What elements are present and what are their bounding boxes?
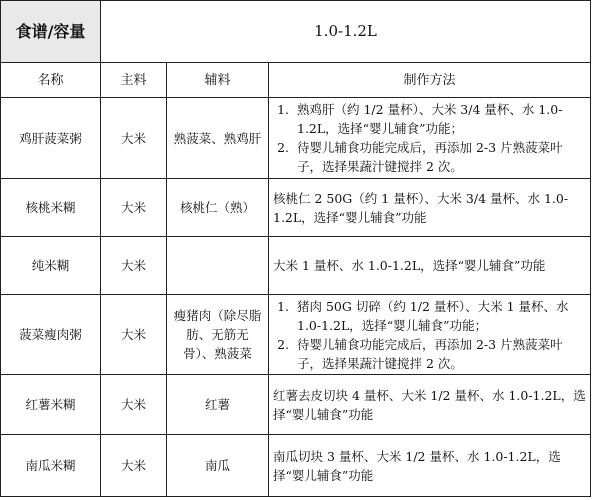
col-aux-header: 辅料: [167, 63, 269, 98]
main-ingredient: 大米: [101, 375, 167, 435]
aux-ingredient: [167, 237, 269, 295]
aux-ingredient: 核桃仁（熟）: [167, 179, 269, 237]
method-step: 2. 待婴儿辅食功能完成后，再添加 2-3 片熟菠菜叶子，选择果蔬汁键搅拌 2 次。: [293, 335, 586, 373]
method-step: 1. 猪肉 50G 切碎（约 1/2 量杯）、大米 1 量杯、水 1.0-1.2L，选择“婴儿辅食”功能；: [293, 297, 586, 335]
table-row: [1, 237, 591, 295]
col-main-header: 主料: [101, 63, 167, 98]
aux-ingredient: 红薯: [167, 375, 269, 435]
main-ingredient: 大米: [101, 237, 167, 295]
col-method-header: 制作方法: [269, 63, 591, 98]
method-text: 南瓜切块 3 量杯、大米 1/2 量杯、水 1.0-1.2L，选择“婴儿辅食”功能: [269, 435, 591, 497]
recipe-name: 鸡肝菠菜粥: [1, 98, 101, 179]
recipe-name: 南瓜米糊: [1, 435, 101, 497]
header-label: 食谱/容量: [1, 1, 101, 63]
method-step: 1. 熟鸡肝（约 1/2 量杯）、大米 3/4 量杯、水 1.0-1.2L，选择“婴儿辅食”功能；: [293, 100, 586, 138]
aux-ingredient: 南瓜: [167, 435, 269, 497]
main-ingredient: 大米: [101, 98, 167, 179]
method-steps: [273, 100, 586, 176]
method-text: 核桃仁 2 50G（约 1 量杯）、大米 3/4 量杯、水 1.0-1.2L，选择“婴儿辅食”功能: [269, 179, 591, 237]
method-text: 红薯去皮切块 4 量杯、大米 1/2 量杯、水 1.0-1.2L，选择“婴儿辅食”功能: [269, 375, 591, 435]
method-cell: [269, 295, 591, 375]
column-header-row: [1, 63, 591, 98]
recipe-name: 菠菜瘦肉粥: [1, 295, 101, 375]
table-row: [1, 435, 591, 497]
aux-ingredient: 熟菠菜、熟鸡肝: [167, 98, 269, 179]
table-row: [1, 375, 591, 435]
method-steps: [273, 297, 586, 373]
capacity-value: 1.0-1.2L: [101, 1, 591, 63]
method-cell: [269, 98, 591, 179]
main-ingredient: 大米: [101, 435, 167, 497]
col-name-header: 名称: [1, 63, 101, 98]
recipe-name: 纯米糊: [1, 237, 101, 295]
main-ingredient: 大米: [101, 179, 167, 237]
recipe-name: 红薯米糊: [1, 375, 101, 435]
method-step: 2. 待婴儿辅食功能完成后，再添加 2-3 片熟菠菜叶子，选择果蔬汁键搅拌 2 次。: [293, 138, 586, 176]
table-row: [1, 98, 591, 179]
main-ingredient: 大米: [101, 295, 167, 375]
header-row: [1, 1, 591, 63]
table-row: [1, 179, 591, 237]
method-text: 大米 1 量杯、水 1.0-1.2L，选择“婴儿辅食”功能: [269, 237, 591, 295]
aux-ingredient: 瘦猪肉（除尽脂肪、无筋无骨）、熟菠菜: [167, 295, 269, 375]
table-row: [1, 295, 591, 375]
recipe-name: 核桃米糊: [1, 179, 101, 237]
